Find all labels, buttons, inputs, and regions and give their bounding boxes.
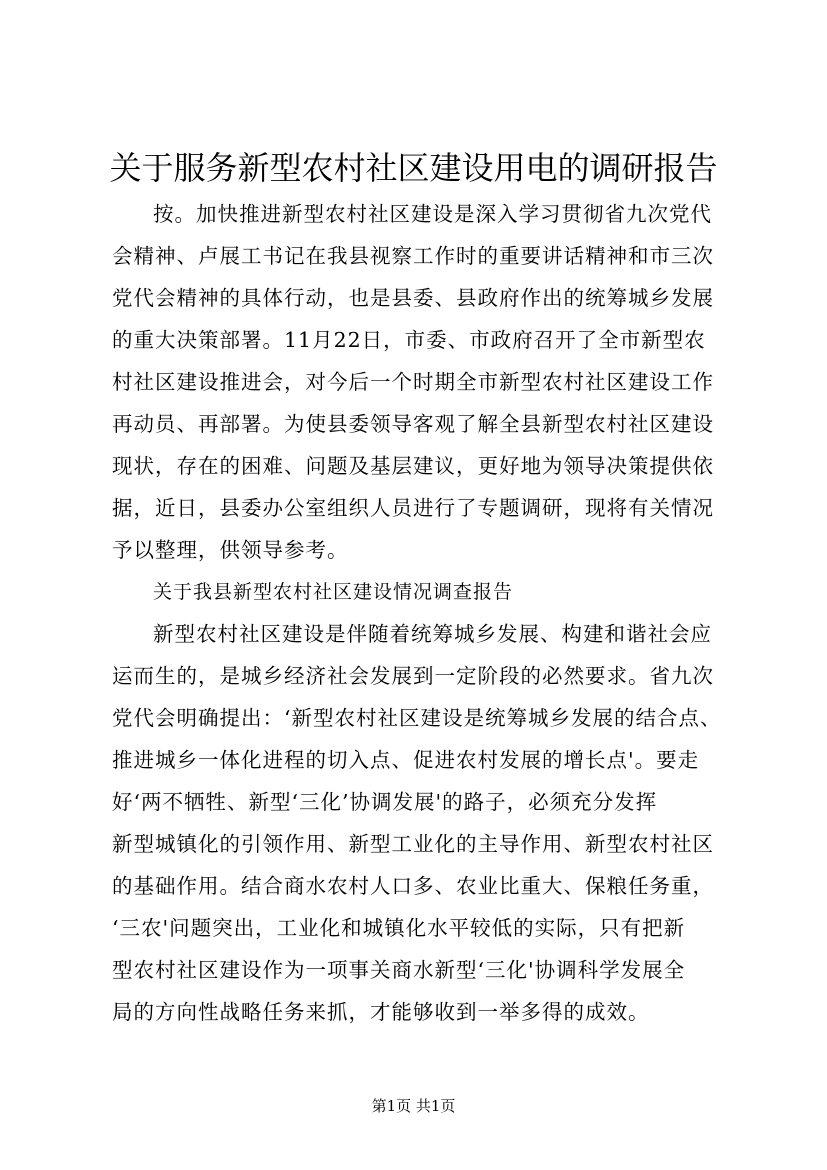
document-body [112, 193, 732, 1033]
paragraph-line: 好‘两不牺牲、新型‘三化’协调发展'的路子，必须充分发挥 [112, 790, 658, 814]
paragraph-line: 新型农村社区建设是伴随着统筹城乡发展、构建和谐社会应 [153, 622, 712, 646]
paragraph-line: 予以整理，供领导参考。 [112, 538, 349, 562]
paragraph-line: 按。加快推进新型农村社区建设是深入学习贯彻省九次党代 [153, 202, 712, 226]
section-heading: 关于我县新型农村社区建设情况调查报告 [153, 581, 514, 603]
paragraph-line: 党代会精神的具体行动，也是县委、县政府作出的统筹城乡发展 [112, 286, 714, 310]
paragraph-line: 的基础作用。结合商水农村人口多、农业比重大、保粮任务重， [112, 874, 714, 898]
paragraph-line: 新型城镇化的引领作用、新型工业化的主导作用、新型农村社区 [112, 832, 714, 856]
paragraph-line: 再动员、再部署。为使县委领导客观了解全县新型农村社区建设 [112, 412, 714, 436]
paragraph-line: 据，近日，县委办公室组织人员进行了专题调研，现将有关情况 [112, 496, 714, 520]
paragraph-line: 的重大决策部署。11月22日，市委、市政府召开了全市新型农 [112, 328, 706, 352]
paragraph-line: 会精神、卢展工书记在我县视察工作时的重要讲话精神和市三次 [112, 244, 714, 268]
paragraph-line: 局的方向性战略任务来抓，才能够收到一举多得的成效。 [112, 1000, 650, 1024]
paragraph-line: 推进城乡一体化进程的切入点、促进农村发展的增长点'。要走 [112, 748, 700, 772]
paragraph-line: ‘三农'问题突出，工业化和城镇化水平较低的实际，只有把新 [112, 916, 686, 940]
paragraph-line: 村社区建设推进会，对今后一个时期全市新型农村社区建设工作 [112, 370, 714, 394]
paragraph-line: 运而生的，是城乡经济社会发展到一定阶段的必然要求。省九次 [112, 664, 714, 688]
paragraph-line: 型农村社区建设作为一项事关商水新型‘三化'协调科学发展全 [112, 958, 686, 982]
paragraph-line: 党代会明确提出：‘新型农村社区建设是统筹城乡发展的结合点、 [112, 706, 722, 730]
document-title: 关于服务新型农村社区建设用电的调研报告 [109, 149, 718, 187]
paragraph-line: 现状，存在的困难、问题及基层建议，更好地为领导决策提供依 [112, 454, 714, 478]
page-number-footer: 第1页 共1页 [371, 1097, 456, 1115]
